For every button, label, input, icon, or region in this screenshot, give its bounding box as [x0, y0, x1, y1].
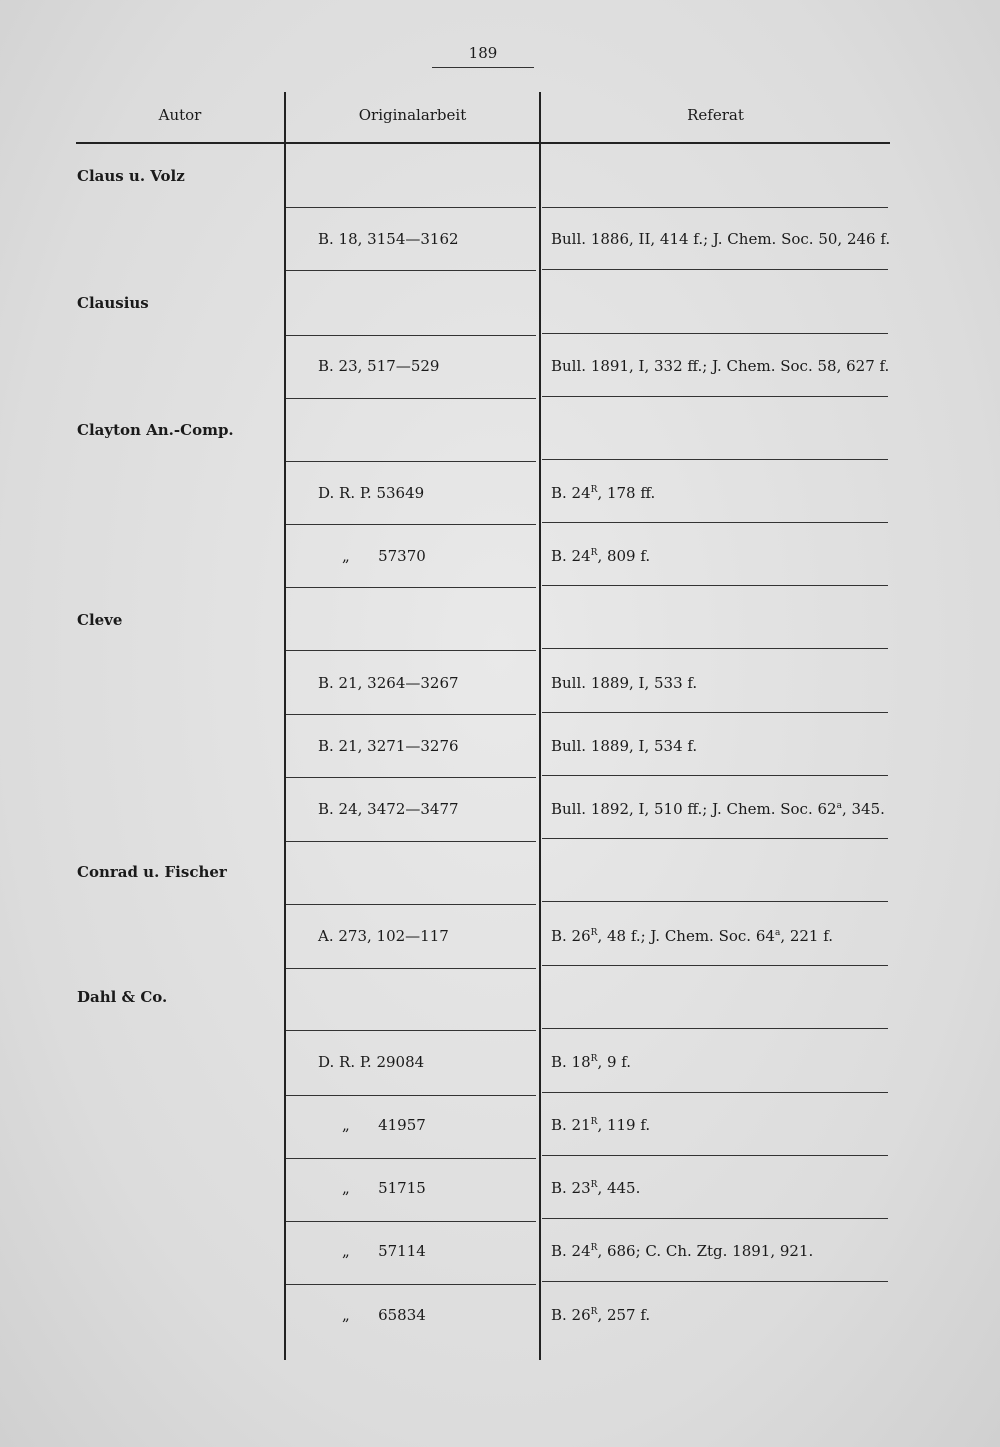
referat-text: B. 18	[551, 1053, 591, 1071]
patent-number: 51715	[378, 1179, 426, 1197]
patent-number: 65834	[378, 1306, 426, 1324]
referat-text: B. 24	[551, 484, 591, 502]
author-name: Claus u. Volz	[77, 167, 185, 185]
referat-superscript: a	[836, 801, 842, 811]
row-rule	[542, 459, 888, 460]
referat-text: , 221 f.	[780, 927, 834, 945]
referat-text: B. 24	[551, 547, 591, 565]
row-rule	[286, 1095, 536, 1096]
row-rule	[286, 1158, 536, 1159]
header-referat: Referat	[687, 106, 744, 124]
row-rule	[542, 1092, 888, 1093]
header-rule	[76, 142, 890, 144]
referat-text: , 48 f.; J. Chem. Soc. 64	[597, 927, 775, 945]
row-rule	[286, 1221, 536, 1222]
referat-superscript: R	[590, 548, 598, 558]
referat-text: , 686; C. Ch. Ztg. 1891, 921.	[597, 1242, 814, 1260]
ditto-mark: „	[342, 1116, 350, 1134]
row-rule	[542, 522, 888, 523]
referat-cell: Bull. 1889, I, 533 f.	[551, 674, 698, 692]
originalarbeit-cell: B. 23, 517—529	[318, 357, 440, 375]
row-rule	[286, 904, 536, 905]
row-rule	[286, 524, 536, 525]
referat-cell: Bull. 1886, II, 414 f.; J. Chem. Soc. 50, 246 f.	[551, 230, 891, 248]
referat-superscript: R	[590, 485, 598, 495]
row-rule	[542, 648, 888, 649]
patent-number: 57114	[378, 1242, 426, 1260]
header-originalarbeit: Originalarbeit	[358, 106, 467, 124]
column-rule-1	[284, 92, 286, 1360]
column-rule-2	[539, 92, 541, 1360]
row-rule	[286, 650, 536, 651]
referat-text: , 809 f.	[597, 547, 651, 565]
row-rule	[542, 1218, 888, 1219]
row-rule	[542, 965, 888, 966]
referat-text: B. 26	[551, 1306, 591, 1324]
patent-number: 57370	[378, 547, 426, 565]
originalarbeit-cell: D. R. P. 53649	[318, 484, 425, 502]
originalarbeit-cell	[342, 1305, 426, 1325]
row-rule	[542, 1028, 888, 1029]
referat-cell	[551, 1115, 650, 1135]
row-rule	[286, 270, 536, 271]
row-rule	[542, 1281, 888, 1282]
row-rule	[286, 1284, 536, 1285]
referat-cell	[551, 546, 650, 566]
originalarbeit-cell	[342, 546, 426, 566]
referat-cell	[551, 1305, 650, 1325]
row-rule	[542, 333, 888, 334]
referat-cell	[551, 1178, 640, 1198]
referat-text: , 178 ff.	[597, 484, 656, 502]
row-rule	[542, 712, 888, 713]
author-name: Conrad u. Fischer	[77, 863, 227, 881]
row-rule	[286, 1030, 536, 1031]
row-rule	[542, 901, 888, 902]
author-name: Clayton An.-Comp.	[77, 421, 234, 439]
referat-cell	[551, 1241, 813, 1261]
row-rule	[286, 587, 536, 588]
originalarbeit-cell	[342, 1115, 426, 1135]
referat-text: , 345.	[841, 800, 885, 818]
originalarbeit-cell: B. 24, 3472—3477	[318, 800, 459, 818]
referat-superscript: R	[590, 1054, 598, 1064]
row-rule	[286, 335, 536, 336]
row-rule	[542, 396, 888, 397]
referat-superscript: a	[774, 928, 781, 938]
row-rule	[542, 585, 888, 586]
referat-superscript: R	[590, 1117, 598, 1127]
referat-superscript: R	[590, 1243, 598, 1253]
originalarbeit-cell: D. R. P. 29084	[318, 1053, 425, 1071]
referat-text: , 9 f.	[597, 1053, 632, 1071]
ditto-mark: „	[342, 1179, 350, 1197]
ditto-mark: „	[342, 547, 350, 565]
author-name: Dahl & Co.	[77, 988, 168, 1006]
originalarbeit-cell	[342, 1178, 426, 1198]
originalarbeit-cell: A. 273, 102—117	[318, 927, 449, 945]
referat-text: , 445.	[597, 1179, 641, 1197]
author-name: Cleve	[77, 611, 123, 629]
originalarbeit-cell: B. 21, 3271—3276	[318, 737, 459, 755]
referat-superscript: R	[590, 1307, 598, 1317]
originalarbeit-cell: B. 18, 3154—3162	[318, 230, 459, 248]
referat-text: B. 24	[551, 1242, 591, 1260]
referat-text: Bull. 1892, I, 510 ff.; J. Chem. Soc. 62	[551, 800, 837, 818]
author-name: Clausius	[77, 294, 149, 312]
row-rule	[542, 775, 888, 776]
originalarbeit-cell	[342, 1241, 426, 1261]
referat-text: , 119 f.	[597, 1116, 651, 1134]
ditto-mark: „	[342, 1306, 350, 1324]
row-rule	[542, 269, 888, 270]
row-rule	[286, 841, 536, 842]
patent-number: 41957	[378, 1116, 426, 1134]
referat-superscript: R	[590, 1180, 598, 1190]
referat-cell	[551, 483, 655, 503]
referat-cell	[551, 799, 885, 819]
referat-cell	[551, 1052, 631, 1072]
row-rule	[286, 398, 536, 399]
row-rule	[542, 838, 888, 839]
row-rule	[286, 714, 536, 715]
referat-cell: Bull. 1889, I, 534 f.	[551, 737, 698, 755]
row-rule	[542, 207, 888, 208]
row-rule	[286, 777, 536, 778]
referat-superscript: R	[590, 928, 598, 938]
referat-text: B. 23	[551, 1179, 591, 1197]
ditto-mark: „	[342, 1242, 350, 1260]
referat-text: B. 26	[551, 927, 591, 945]
referat-text: , 257 f.	[597, 1306, 651, 1324]
page-number: 189	[468, 44, 498, 62]
row-rule	[286, 207, 536, 208]
page-number-rule	[432, 67, 534, 68]
row-rule	[286, 461, 536, 462]
originalarbeit-cell: B. 21, 3264—3267	[318, 674, 459, 692]
row-rule	[286, 968, 536, 969]
header-autor: Autor	[158, 106, 202, 124]
referat-cell	[551, 926, 833, 946]
referat-text: B. 21	[551, 1116, 591, 1134]
referat-cell: Bull. 1891, I, 332 ff.; J. Chem. Soc. 58, 627 f.	[551, 357, 890, 375]
row-rule	[542, 1155, 888, 1156]
